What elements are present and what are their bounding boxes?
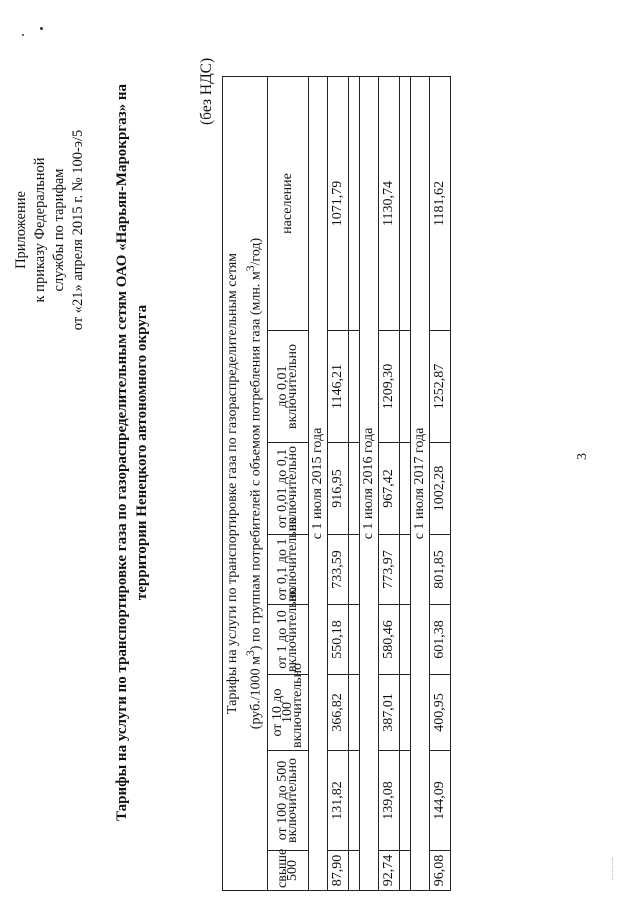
table-spacer: [349, 535, 360, 605]
table-row: [379, 76, 400, 890]
table-row: [328, 76, 349, 890]
table-spacer: [349, 751, 360, 851]
table-cell: 139,08: [379, 751, 400, 851]
table-spacer: [400, 331, 411, 443]
table-cell: 773,97: [379, 535, 400, 605]
table-spacer: [349, 331, 360, 443]
table-spacer: [349, 76, 360, 330]
page-number: 3: [575, 453, 590, 460]
period-label: с 1 июля 2016 года: [360, 76, 379, 890]
table-heading-line: [242, 79, 266, 888]
table-cell: 801,85: [430, 535, 451, 605]
table-cell: 550,18: [328, 605, 349, 675]
table-spacer: [400, 675, 411, 751]
table-cell: 1071,79: [328, 76, 349, 330]
table-spacer: [349, 605, 360, 675]
table-spacer: [349, 443, 360, 535]
period-label: с 1 июля 2015 года: [309, 76, 328, 890]
document-title: [112, 20, 152, 885]
table-heading: [223, 76, 268, 890]
table-cell: 1002,28: [430, 443, 451, 535]
table-spacer: [400, 76, 411, 330]
title-line: территории Ненецкого автономного округа: [134, 304, 150, 601]
tariff-table: [222, 76, 451, 891]
table-cell: 1252,87: [430, 331, 451, 443]
table-cell: 87,90: [328, 851, 349, 891]
table-heading-line: Тарифы на услуги по транспортировке газа по газораспределительным сетям: [225, 252, 241, 715]
superscript: 3: [244, 265, 258, 272]
table-spacer: [349, 851, 360, 891]
table-row: [430, 76, 451, 890]
appendix-line: от «21» апреля 2015 г. № 100-э/5: [70, 129, 86, 331]
table-cell: 144,09: [430, 751, 451, 851]
table-spacer: [400, 605, 411, 675]
heading-text: /год): [248, 237, 264, 266]
table-spacer: [400, 751, 411, 851]
table-cell: 1146,21: [328, 331, 349, 443]
superscript: 3: [244, 650, 258, 657]
table-spacer: [400, 851, 411, 891]
table-cell: 96,08: [430, 851, 451, 891]
table-cell: 1209,30: [379, 331, 400, 443]
column-header: от 100 до 500 включительно: [268, 751, 309, 851]
title-line: Тарифы на услуги по транспортировке газа по газораспределительным сетям ОАО «Нарьян-Марокргаз» на: [114, 83, 130, 822]
table-cell: 601,38: [430, 605, 451, 675]
table-cell: 92,74: [379, 851, 400, 891]
table-cell: 366,82: [328, 675, 349, 751]
column-header: от 10 до 100 включительно: [268, 675, 309, 751]
appendix-line: Приложение: [13, 191, 29, 269]
table-cell: 916,95: [328, 443, 349, 535]
table-cell: 967,42: [379, 443, 400, 535]
table-cell: 733,59: [328, 535, 349, 605]
table-cell: 131,82: [328, 751, 349, 851]
table-spacer: [400, 443, 411, 535]
vat-note: (без НДС): [198, 57, 215, 125]
table-cell: 1130,74: [379, 76, 400, 330]
column-header: от 0,1 до 1 включительно: [268, 535, 309, 605]
heading-text: (руб./1000 м: [248, 656, 264, 730]
table-spacer: [400, 535, 411, 605]
appendix-line: службы по тарифам: [51, 168, 67, 292]
period-label: с 1 июля 2017 года: [411, 76, 430, 890]
table-cell: 580,46: [379, 605, 400, 675]
appendix-line: к приказу Федеральной: [32, 157, 48, 303]
table-spacer: [349, 675, 360, 751]
column-header: от 1 до 10 включительно: [268, 605, 309, 675]
table-cell: 400,95: [430, 675, 451, 751]
table-cell: 1181,62: [430, 76, 451, 330]
appendix-block: [12, 110, 88, 350]
column-header: до 0,01 включительно: [268, 331, 309, 443]
table-cell: 387,01: [379, 675, 400, 751]
column-header: свыше 500: [268, 851, 309, 891]
column-header: население: [268, 76, 309, 330]
heading-text: ) по группам потребителей с объемом потребления газа (млн. м: [248, 271, 264, 651]
column-header: от 0,01 до 0,1 включительно: [268, 443, 309, 535]
